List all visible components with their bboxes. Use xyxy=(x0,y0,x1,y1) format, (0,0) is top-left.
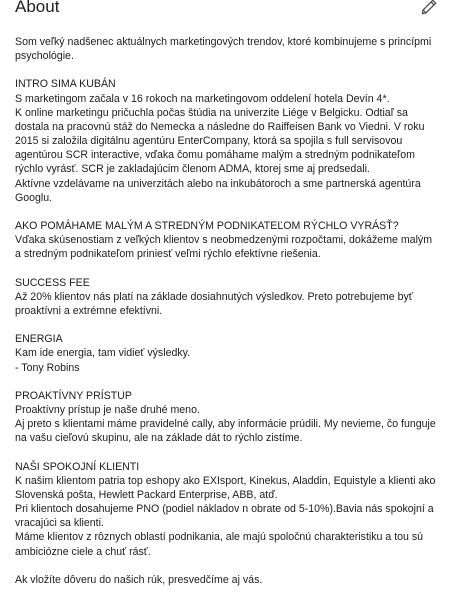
section-success-fee xyxy=(15,276,440,318)
section-line: K online marketingu pričuchla počas štúdia na univerzite Liége v Belgicku. Odtiaľ sa dostala na pracovnú stáž do Nemecka a následne do Raiffeisen Bank vo Viedni. V roku 2015 si založila digitálnu agentúru EnterCompany, ktorá sa spojila s full servisovou agentúrou SCR interactive, vďaka čomu pomáhame malým a stredným podnikateľom rýchlo vyrásť. SCR je zakladajúcim členom ADMA, ktorej sme aj predsedali. xyxy=(15,106,425,176)
edit-button[interactable] xyxy=(419,0,439,17)
about-text xyxy=(15,35,440,601)
section-heading: NAŠI SPOKOJNÍ KLIENTI xyxy=(15,460,140,473)
section-line: Aktívne vzdelávame na univerzitách alebo na inkubátoroch a sme partnerská agentúra Googlu. xyxy=(15,177,421,204)
section-line: Proaktívny prístup je naše druhé meno. xyxy=(15,403,200,416)
section-clients xyxy=(15,460,440,559)
closing-block xyxy=(15,573,440,587)
section-heading: PROAKTÍVNY PRÍSTUP xyxy=(15,389,132,402)
about-header xyxy=(0,0,453,22)
section-intro-sima xyxy=(15,77,440,204)
section-line: K našim klientom patria top eshopy ako EXIsport, Kinekus, Aladdin, Equistyle a klienti ako Slovenská pošta, Hewlett Packard Enterprise, ABB, atď. xyxy=(15,474,436,501)
intro-block xyxy=(15,35,440,63)
section-line: Aj preto s klientami máme pravidelné cally, aby informácie prúdili. My nevieme, čo funguje na vašu cieľovú skupinu, ale na základe dát to rýchlo zistíme. xyxy=(15,418,436,445)
section-line: Vďaka skúsenostiam z veľkých klientov s neobmedzenými rozpočtami, dokážeme malým a stredným podnikateľom priniesť veľmi rýchlo efektívne riešenia. xyxy=(15,234,433,261)
intro-text: Som veľký nadšenec aktuálnych marketingových trendov, ktoré kombinujeme s princípmi psychológie. xyxy=(15,36,432,63)
section-line: Máme klientov z rôznych oblastí podnikania, ale majú spoločnú charakteristiku a tou sú ambiciózne ciele a chuť rásť. xyxy=(15,531,424,558)
section-proactive xyxy=(15,389,440,446)
section-heading: ENERGIA xyxy=(15,333,63,346)
section-title: About xyxy=(15,0,60,16)
closing-text: Ak vložíte dôveru do našich rúk, presvedčíme aj vás. xyxy=(15,573,263,586)
section-how-we-help xyxy=(15,219,440,261)
section-line: Pri klientoch dosahujeme PNO (podiel nákladov n obrate od 5-10%).Bavia nás spokojní a vracajúci sa klienti. xyxy=(15,503,434,530)
section-heading: INTRO SIMA KUBÁN xyxy=(15,78,116,91)
section-energia xyxy=(15,332,440,374)
section-line: Kam ide energia, tam vidieť výsledky. xyxy=(15,347,191,360)
section-heading: AKO POMÁHAME MALÝM A STREDNÝM PODNIKATEĽOM RÝCHLO VYRÁSŤ? xyxy=(15,220,399,232)
section-line: Až 20% klientov nás platí na základe dosiahnutých výsledkov. Preto potrebujeme byť proaktívni a extrémne efektívni. xyxy=(15,290,413,317)
pencil-icon xyxy=(419,0,439,17)
section-heading: SUCCESS FEE xyxy=(15,276,90,289)
section-line: - Tony Robins xyxy=(15,361,80,374)
section-line: S marketingom začala v 16 rokoch na marketingovom oddelení hotela Devín 4*. xyxy=(15,92,390,105)
